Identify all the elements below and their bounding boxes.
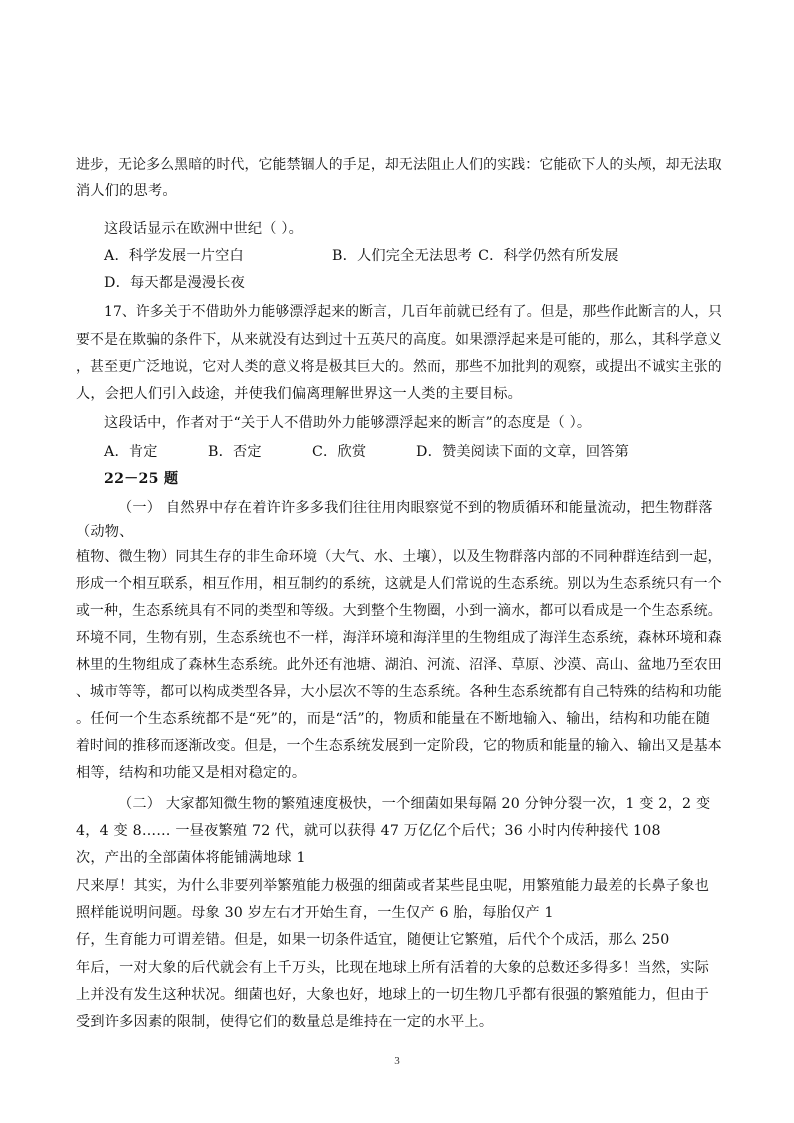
question-17-options [104, 442, 629, 462]
passage-2-line: 尺来厚！其实，为什么非要列举繁殖能力极强的细菌或者某些昆虫呢，用繁殖能力最差的长鼻子象也 [76, 878, 710, 894]
passage-1-line: （动物、 [76, 524, 134, 540]
page-number: 3 [394, 1055, 400, 1067]
passage-2-line: 上并没有发生这种状况。细菌也好，大象也好，地球上的一切生物几乎都有很强的繁殖能力，但由于 [76, 987, 710, 1003]
passage-1-line: （一） 自然界中存在着许许多多我们往往用肉眼察觉不到的物质循环和能量流动，把生物群落 [118, 500, 713, 516]
passage-2-line: 4，4 变 8…… 一昼夜繁殖 72 代，就可以获得 47 万亿亿个后代；36 小时内传种接代 108 [76, 823, 661, 839]
option-d: D．赞美阅读下面的文章，回答第 [416, 444, 630, 460]
option-b: B．否定 [208, 444, 262, 460]
passage-2-line: 仔，生育能力可谓差错。但是，如果一切条件适宜，随便让它繁殖，后代个个成活，那么 250 [76, 932, 670, 948]
passage-2-line: 受到许多因素的限制，使得它们的数量总是维持在一定的水平上。 [76, 1014, 494, 1030]
option-b: B．人们完全无法思考 [332, 248, 473, 264]
passage-1-line: 相等，结构和功能又是相对稳定的。 [76, 765, 307, 781]
option-d: D．每天都是漫漫长夜 [104, 275, 246, 291]
passage-1-line: 环境不同，生物有别，生态系统也不一样，海洋环境和海洋里的生物组成了海洋生态系统，森林环境和森 [76, 630, 722, 646]
option-c: C．欣赏 [312, 444, 367, 460]
passage-1-line: 着时间的推移而逐渐改变。但是，一个生态系统发展到一定阶段，它的物质和能量的输入、输出又是基本 [76, 738, 722, 754]
question-17-line: ，甚至更广泛地说，它对人类的意义将是极其巨大的。然而，那些不加批判的观察，或提出不诚实主张的 [76, 359, 722, 375]
question-17-stem: 这段话中，作者对于“关于人不借助外力能够漂浮起来的断言”的态度是（ ）。 [104, 415, 592, 431]
question-16-options [104, 246, 619, 266]
passage-2-line: 照样能说明问题。母象 30 岁左右才开始生育，一生仅产 6 胎，每胎仅产 1 [76, 905, 554, 921]
passage-1-line: 、城市等等，都可以构成类型各异，大小层次不等的生态系统。各种生态系统都有自己特殊的结构和功能 [76, 684, 722, 700]
question-17-line: 人，会把人们引入歧途，并使我们偏离理解世界这一人类的主要目标。 [76, 386, 523, 402]
intro-line: 消人们的思考。 [76, 183, 177, 199]
question-16-stem: 这段话显示在欧洲中世纪（ ）。 [104, 221, 304, 237]
intro-line: 进步，无论多么黑暗的时代，它能禁锢人的手足，却无法阻止人们的实践：它能砍下人的头颅，却无法取 [76, 157, 722, 173]
option-a: A．肯定 [104, 444, 158, 460]
passage-2-line: 年后，一对大象的后代就会有上千万头，比现在地球上所有活着的大象的总数还多得多！当然，实际 [76, 960, 710, 976]
passage-2-line: （二） 大家都知微生物的繁殖速度极快，一个细菌如果每隔 20 分钟分裂一次，1 变 2，2 变 [118, 796, 711, 812]
passage-1-line: 植物、微生物）同其生存的非生命环境（大气、水、土壤），以及生物群落内部的不同种群连结到一起， [76, 549, 722, 565]
passage-1-line: 林里的生物组成了森林生态系统。此外还有池塘、湖泊、河流、沼泽、草原、沙漠、高山、盆地乃至农田 [76, 657, 722, 673]
passage-1-line: 形成一个相互联系，相互作用，相互制约的系统，这就是人们常说的生态系统。别以为生态系统只有一个 [76, 576, 722, 592]
option-a: A．科学发展一片空白 [104, 248, 244, 264]
question-17-line: 要不是在欺骗的条件下，从来就没有达到过十五英尺的高度。如果漂浮起来是可能的，那么，其科学意义 [76, 332, 722, 348]
passage-1-line: 或一种，生态系统具有不同的类型和等级。大到整个生物圈，小到一滴水，都可以看成是一个生态系统。 [76, 603, 722, 619]
passage-1-line: 。任何一个生态系统都不是“死”的，而是“活”的，物质和能量在不断地输入、输出，结构和功能在随 [76, 711, 711, 727]
option-c: C．科学仍然有所发展 [478, 248, 619, 264]
passage-2-line: 次，产出的全部菌体将能铺满地球 1 [76, 850, 306, 866]
section-heading: 22－25 题 [104, 471, 179, 487]
question-17-line: 17、许多关于不借助外力能够漂浮起来的断言，几百年前就已经有了。但是，那些作此断言的人，只 [104, 304, 723, 320]
